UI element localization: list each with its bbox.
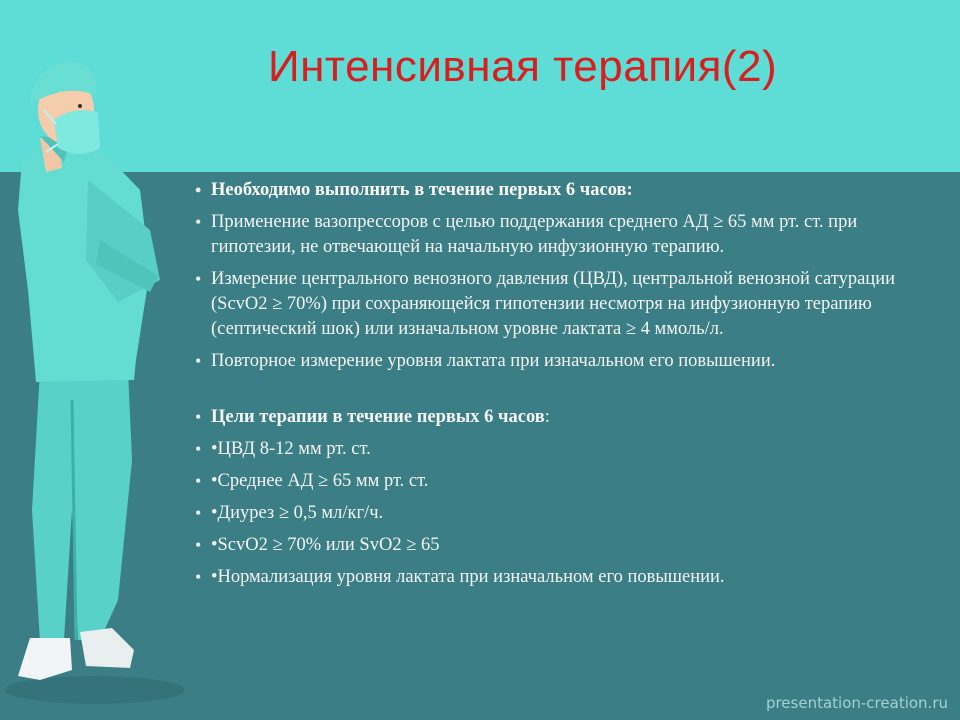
list-item: • •Среднее АД ≥ 65 мм рт. ст. bbox=[195, 469, 915, 494]
section2-heading-suffix: : bbox=[544, 407, 550, 427]
priority-list bbox=[195, 178, 915, 374]
goals-list bbox=[195, 405, 915, 590]
slide-title: Интенсивная терапия(2) bbox=[268, 42, 778, 91]
list-item: • Применение вазопрессоров с целью поддержания среднего АД ≥ 65 мм рт. ст. при гипотезии, не отвечающей на начальную инфузионную терапию. bbox=[195, 210, 915, 260]
watermark: presentation-creation.ru bbox=[765, 694, 948, 712]
section2-heading bbox=[195, 405, 915, 430]
list-item: • Измерение центрального венозного давления (ЦВД), центральной венозной сатурации (ScvO2 ≥ 70%) при сохраняющейся гипотензии несмотря на инфузионную терапию (септический шок) или изначальном уровне лактата ≥ 4 ммоль/л. bbox=[195, 267, 915, 342]
spacer bbox=[195, 381, 915, 405]
list-item: • •Диурез ≥ 0,5 мл/кг/ч. bbox=[195, 501, 915, 526]
section2-heading-bold: Цели терапии в течение первых 6 часов bbox=[211, 407, 545, 427]
surgeon-figure-icon bbox=[0, 40, 200, 720]
list-item: • Повторное измерение уровня лактата при изначальном его повышении. bbox=[195, 349, 915, 374]
slide-content bbox=[195, 178, 915, 597]
list-item: • •ScvO2 ≥ 70% или SvO2 ≥ 65 bbox=[195, 533, 915, 558]
list-item: • •ЦВД 8-12 мм рт. ст. bbox=[195, 437, 915, 462]
section1-heading: • Необходимо выполнить в течение первых 6 часов: bbox=[195, 178, 915, 203]
list-item: • •Нормализация уровня лактата при изначальном его повышении. bbox=[195, 565, 915, 590]
